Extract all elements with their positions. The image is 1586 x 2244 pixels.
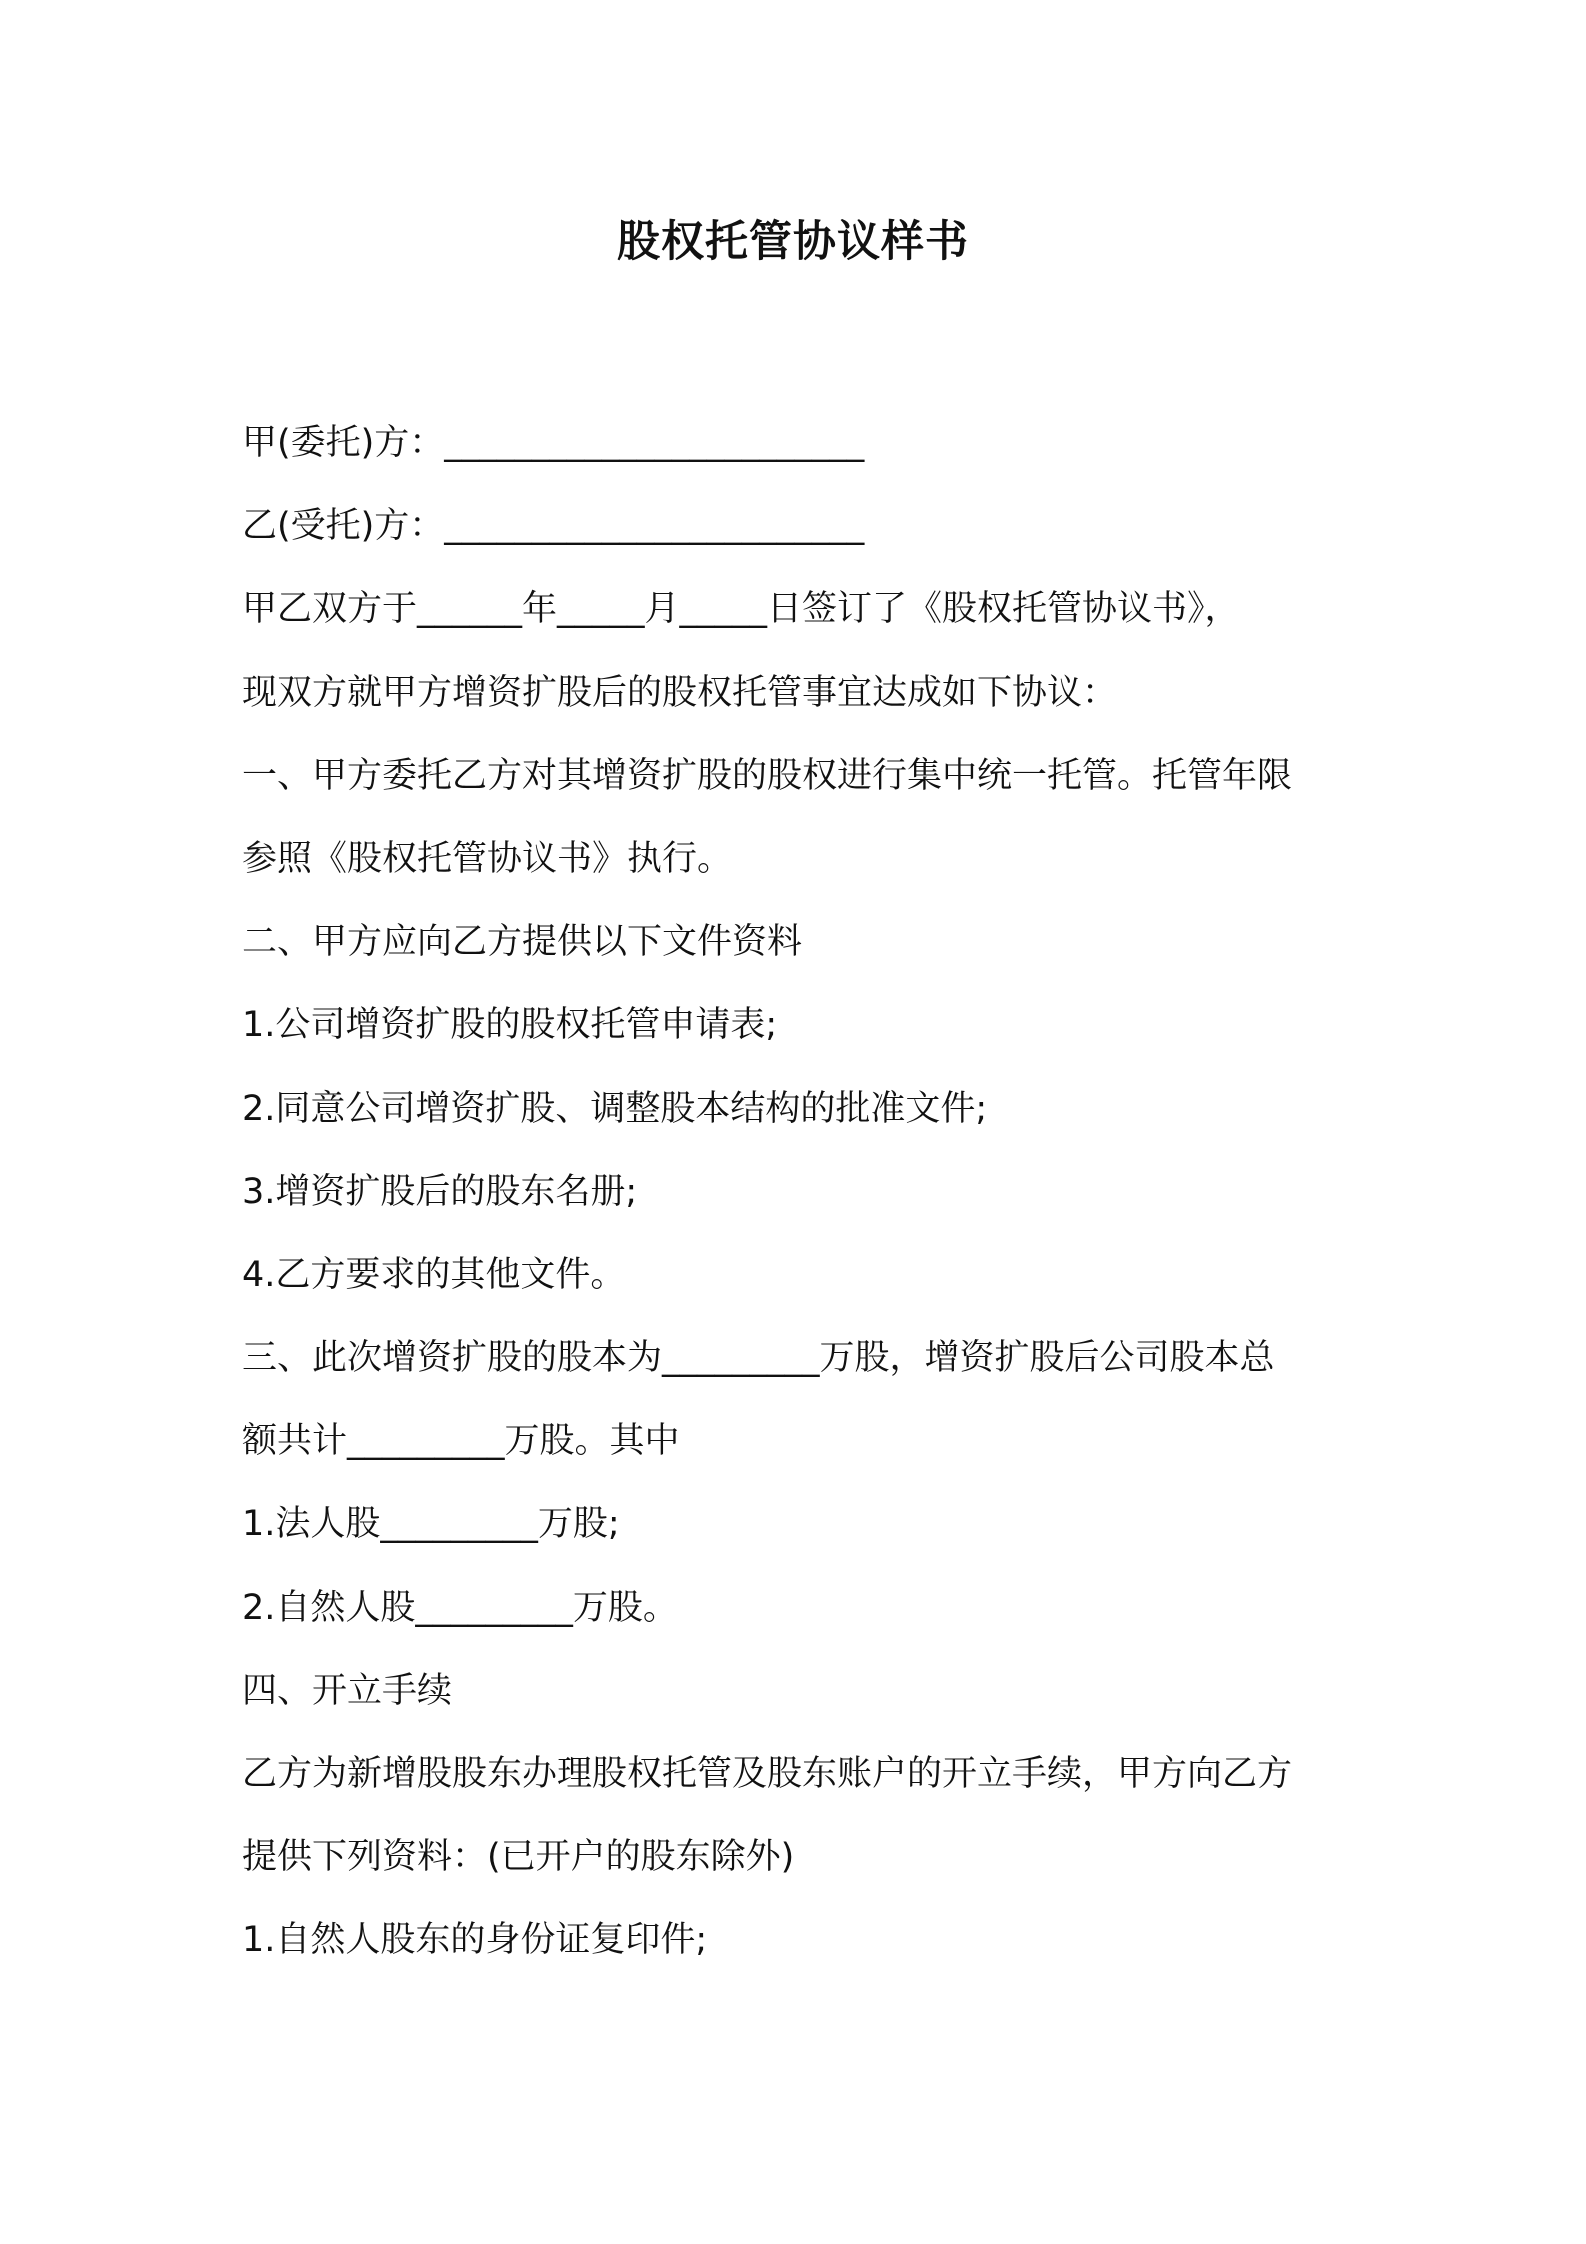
- party-a-line: 甲(委托)方：________________________: [242, 423, 865, 463]
- clause-3-line-1: 三、此次增资扩股的股本为_________万股，增资扩股后公司股本总: [242, 1338, 1275, 1379]
- clause-4-item-1: 1.自然人股东的身份证复印件;: [242, 1920, 708, 1961]
- clause-3-item-1: 1.法人股_________万股;: [242, 1504, 620, 1545]
- preamble-line-2: 现双方就甲方增资扩股后的股权托管事宜达成如下协议：: [242, 672, 1118, 713]
- clause-1-line-1: 一、甲方委托乙方对其增资扩股的股权进行集中统一托管。托管年限: [242, 755, 1293, 796]
- clause-2-item-2: 2.同意公司增资扩股、调整股本结构的批准文件;: [242, 1088, 988, 1129]
- party-b-line: 乙(受托)方：________________________: [242, 506, 865, 547]
- clause-4-line-2: 提供下列资料：(已开户的股东除外): [242, 1837, 795, 1878]
- clause-3-line-2: 额共计_________万股。其中: [242, 1421, 680, 1462]
- clause-3-item-2: 2.自然人股_________万股。: [242, 1587, 678, 1628]
- clause-4-heading: 四、开立手续: [242, 1670, 453, 1711]
- document-body: [242, 402, 1362, 1983]
- document-title: 股权托管协议样书: [617, 217, 969, 267]
- clause-2-heading: 二、甲方应向乙方提供以下文件资料: [242, 922, 803, 963]
- clause-2-item-4: 4.乙方要求的其他文件。: [242, 1254, 626, 1295]
- clause-2-item-1: 1.公司增资扩股的股权托管申请表;: [242, 1005, 778, 1046]
- clause-4-line-1: 乙方为新增股股东办理股权托管及股东账户的开立手续，甲方向乙方: [242, 1754, 1293, 1794]
- clause-2-item-3: 3.增资扩股后的股东名册;: [242, 1171, 638, 1212]
- preamble-line-1: 甲乙双方于______年_____月_____日签订了《股权托管协议书》，: [242, 589, 1240, 630]
- clause-1-line-2: 参照《股权托管协议书》执行。: [242, 838, 733, 879]
